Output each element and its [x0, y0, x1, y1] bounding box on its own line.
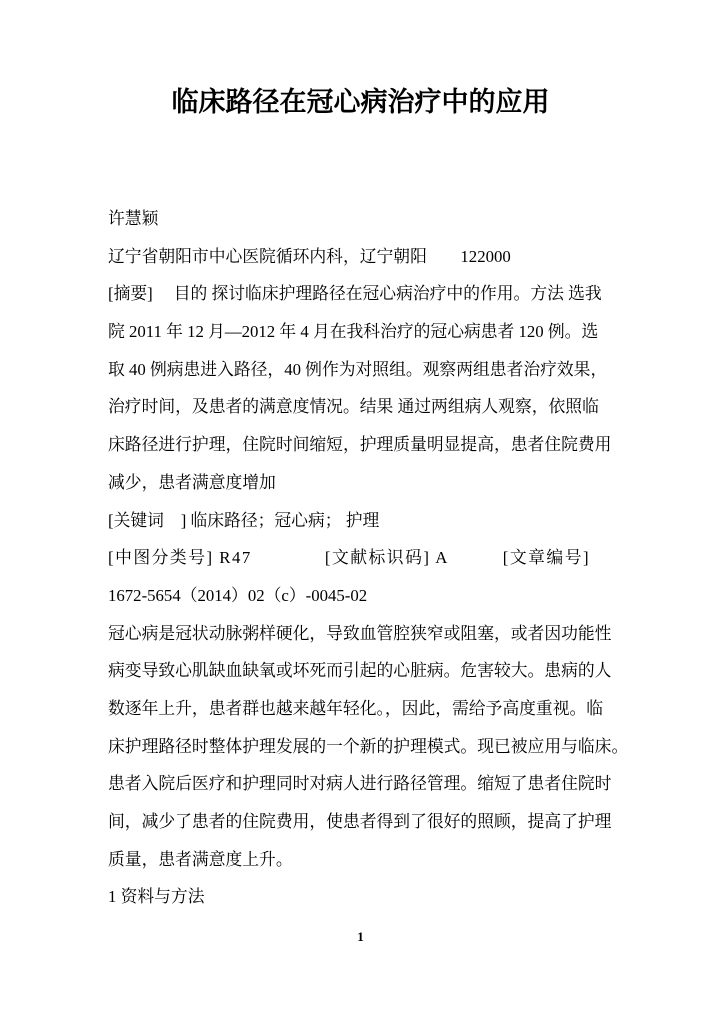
body-text-line: 间，减少了患者的住院费用，使患者得到了很好的照顾，提高了护理 [108, 812, 612, 831]
abstract-line: 床路径进行护理，住院时间缩短，护理质量明显提高，患者住院费用 [108, 435, 612, 455]
abstract-line: 院 2011 年 12 月—2012 年 4 月在我科治疗的冠心病患者 120 例。选 [108, 322, 599, 342]
keywords-line: [关键词 ] 临床路径；冠心病； 护理 [108, 510, 380, 530]
article-number-line: 1672-5654（2014）02（c）-0045-02 [108, 585, 368, 605]
body-text-line: 患者入院后医疗和护理同时对病人进行路径管理。缩短了患者住院时 [108, 774, 612, 794]
content-block [108, 200, 629, 916]
author-name: 许慧颖 [108, 209, 159, 228]
body-text-line: 数逐年上升，患者群也越来越年轻化。，因此，需给予高度重视。临 [108, 698, 604, 718]
abstract-line: 治疗时间，及患者的满意度情况。结果 通过两组病人观察，依照临 [108, 397, 599, 417]
affiliation-line: 辽宁省朝阳市中心医院循环内科，辽宁朝阳 122000 [108, 246, 511, 266]
abstract-line: 取 40 例病患进入路径，40 例作为对照组。观察两组患者治疗效果， [108, 359, 608, 379]
paper-title: 临床路径在冠心病治疗中的应用 [171, 87, 550, 117]
body-text-line: 床护理路径时整体护理发展的一个新的护理模式。现已被应用与临床。 [108, 736, 629, 756]
page-footer [0, 928, 721, 946]
body-text-line: 质量，患者满意度上升。 [108, 849, 293, 869]
body-text-line: 冠心病是冠状动脉粥样硬化，导致血管腔狭窄或阻塞，或者因功能性 [108, 623, 612, 643]
body-text-line: 病变导致心肌缺血缺氧或坏死而引起的心脏病。危害较大。患病的人 [108, 661, 612, 681]
classification-line: [中图分类号] R47 [文献标识码] A [文章编号] [108, 548, 591, 568]
page-number: 1 [357, 929, 364, 944]
abstract-line: 减少，患者满意度增加 [108, 472, 276, 492]
abstract-line: [摘要] 目的 探讨临床护理路径在冠心病治疗中的作用。方法 选我 [108, 284, 602, 304]
section-1-heading: 1 资料与方法 [108, 887, 205, 907]
